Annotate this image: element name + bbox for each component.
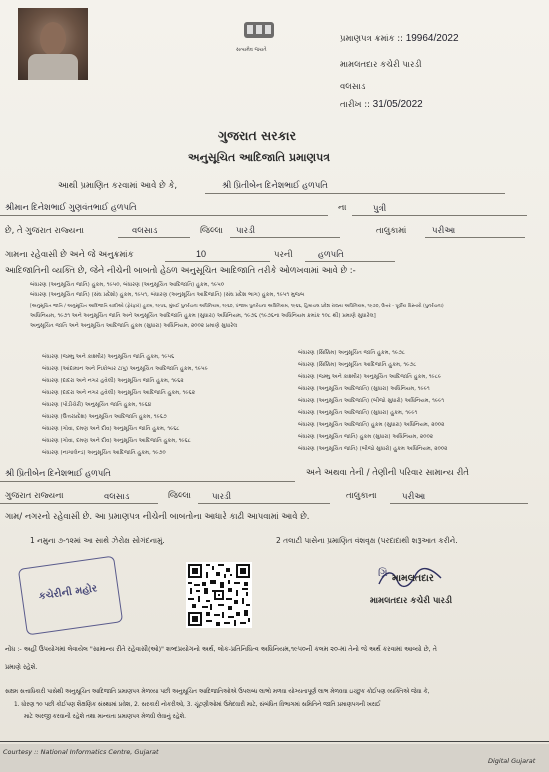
parent-name: શ્રીમાન દિનેશભાઈ ગુણવંતભાઈ હળપતિ [5,202,137,212]
district-value: વલસાડ [132,225,158,235]
order-top-4: અધિનિયમ, ૧૯૭૧ અને અનુસૂચિત જાતિ અને અનુસૂચિત આદિજાતિ હુકમ (સુધારા) અધિનિયમ, ૧૯૭૬ (૧૯૭૬ના અધિનિયમ ક્રમાંક ૧૦૮ થી) પ્રમાણે સુધારેલ] [30,313,376,319]
basis-item-1: 1 નમુના ૭-૧૨માં આ સાથે ઝેરોક્ષ સોગંદનામું. [30,536,165,545]
order-left-4: બંધારણ (દાદરા અને નગર હવેલી) અનુસૂચિત આદિજાતિ હુકમ, ૧૯૬૨ [42,390,195,396]
serial-suffix: પરની [274,250,293,260]
order-right-2: બંધારણ (સિક્કિમ) અનુસૂચિત આદિજાતિ હુકમ, ૧૯૭૮ [298,362,417,368]
order-top-5: અનુસૂચિત જાતિ અને અનુસૂચિત આદિજાતિ હુકમ (સુધારા) અધિનિયમ, ૨૦૦૨ પ્રમાણે સુધારેલ [30,323,238,329]
note-3: 1. ધોરણ ૧૦ પછી કોઈપણ શૈક્ષણિક સંસ્થામાં પ્રવેશ, 2. સરકારી નોકરીઓ, 3. ચૂંટણીઓમાં ઉમેદવારી માટે, સંબંધિત વિભાગમાં સમિતિને જાતિ પ્રમાણપત્રની ખરાઈ [14,702,381,708]
order-left-9: બંધારણ (નાગાલેન્ડ) અનુસૂચિત આદિજાતિ હુકમ, ૧૯૭૦ [42,450,166,456]
district-value-2: વલસાડ [104,491,130,501]
office-name: મામલતદાર કચેરી પારડી [340,60,422,70]
order-top-1: બંધારણ (અનુસૂચિત જાતિ) હુકમ, ૧૯૫૦, બંધારણ (અનુસૂચિત આદિજાતિ) હુકમ, ૧૯૫૦ [30,282,225,288]
relation-underline [352,215,527,216]
date-label: તારીખ :: [340,100,370,110]
taluka-value-2: પારડી [212,491,232,501]
state-prefix: છે, તે ગુજરાત રાજ્યના [5,226,84,236]
order-right-3: બંધારણ (જમ્મુ અને કાશ્મીર) અનુસૂચિત આદિજાતિ હુકમ, ૧૯૮૯ [298,374,442,380]
cert-no-value: 19964/2022 [405,33,459,44]
district-underline [118,237,190,238]
order-left-1: બંધારણ (જમ્મુ અને કાશ્મીર) અનુસૂચિત જાતિ હુકમ, ૧૯૫૬ [42,354,175,360]
order-left-5: બંધારણ (પોંડીચેરી) અનુસૂચિત જાતિ હુકમ, ૧૯૬૪ [42,402,152,408]
applicant-name-2: શ્રી પ્રિતીબેન દિનેશભાઈ હળપતિ [5,468,111,478]
village-2-underline [390,503,528,504]
qr-code-icon [186,562,252,628]
serial-underline [165,261,270,262]
village-value: પરીઆ [432,225,456,235]
serial-no: 10 [196,249,207,259]
relation-value: પુત્રી [373,203,387,213]
order-right-5: બંધારણ (અનુસૂચિત આદિજાતિ) (બીજો સુધારો) અધિનિયમ, ૧૯૯૧ [298,398,445,404]
footer-digital-gujarat: Digital Gujarat [488,757,536,765]
cert-no-label: પ્રમાણપત્ર ક્રમાંક :: [340,34,403,44]
taluka-suffix: તાલુકામાં [376,226,407,236]
photo-shirt [28,54,78,80]
order-right-7: બંધારણ (અનુસૂચિત આદિજાતિ) હુકમ (સુધારા) અધિનિયમ, ૨૦૦૨ [298,422,445,428]
applicant-name-underline [205,193,505,194]
order-left-3: બંધારણ (દાદરા અને નગર હવેલી) અનુસૂચિત જાતિ હુકમ, ૧૯૬૨ [42,378,184,384]
tribe-statement: આદિજાતિની વ્યક્તિ છે, જેને નીચેની બાબતો હેઠળ અનુસૂચિત આદિજાતિ તરીકે ઓળખવામાં આવે છે :- [5,266,356,276]
qr-code [186,562,252,628]
applicant-name-2-underline [0,481,295,482]
date-value: 31/05/2022 [372,99,423,110]
district-suffix-2: જિલ્લા [168,491,191,501]
taluka-value: પારડી [236,225,256,235]
photo-face [40,22,66,56]
signatory-office: મામલતદાર કચેરી પારડી [370,596,453,606]
order-right-1: બંધારણ (સિક્કિમ) અનુસૂચિત જાતિ હુકમ, ૧૯૭૮ [298,350,405,356]
order-left-2: બંધારણ (આંદામાન અને નિકોબાર ટાપુ) અનુસૂચિત આદિજાતિ હુકમ, ૧૯૫૯ [42,366,208,372]
relation-prefix: ના [338,203,347,213]
order-left-8: બંધારણ (ગોવા, દમણ અને દીવ) અનુસૂચિત આદિજાતિ હુકમ, ૧૯૬૮ [42,438,191,444]
office-stamp [18,556,123,636]
note-1: નોંધ :- અહીં ઉપયોગમાં લેવાયેલ "સામાન્ય રીતે રહેવાસી(ઓ)" શબ્દપ્રયોગનો અર્થ, લોક-પ્રતિનિધિત્વ અધિનિયમ,૧૯૫૦ની કલમ ૨૦-માં તેનો જે અર્થ કરવામાં આવ્યો છે, તે [5,645,437,653]
residence-prefix: ગામના રહેવાસી છે અને જે અનુક્રમાંક [5,250,134,260]
signatory-title: મામલતદાર [392,573,434,584]
district-name: વલસાડ [340,82,366,92]
emblem-caption: સત્યમેવ જયતે [236,47,267,53]
basis-item-2: 2 તલાટી પાસેના પ્રમાણિત વંશવૃક્ષ (પરદાદાથી શરૂઆત કરીને. [276,536,458,545]
order-left-6: બંધારણ (ઉત્તરપ્રદેશ) અનુસૂચિત આદિજાતિ હુકમ, ૧૯૬૭ [42,414,167,420]
order-right-8: બંધારણ (અનુસૂચિત જાતિ) હુકમ (સુધારા) અધિનિયમ, ૨૦૦૨ [298,434,433,440]
village-underline [425,237,525,238]
footer-divider [0,741,549,742]
order-top-2: બંધારણ (અનુસૂચિત જાતિ) (સંઘ પ્રદેશો) હુકમ, ૧૯૫૧, બંધારણ (અનુસૂચિત આદિજાતિ) (સંઘ પ્રદેશ ભાગ) હુકમ, ૧૯૫૧ મુજબ [30,292,305,298]
note-1-end: પ્રમાણે રહેશે. [5,663,38,671]
tribe-value: હળપતિ [318,249,344,259]
applicant-name: શ્રી પ્રિતીબેન દિનેશભાઈ હળપતિ [222,180,328,190]
village-value-2: પરીઆ [402,491,426,501]
family-text: અને અથવા તેની / તેણીની પરિવાર સામાન્ય રીતે [306,468,469,478]
district-suffix: જિલ્લા [200,226,223,236]
government-title: ગુજરાત સરકાર [218,128,297,143]
note-2: સક્ષમ સત્તાધિકારી પાસેથી અનુસૂચિત આદિજાતિ પ્રમાણપત્ર મેળવ્યા પછી અનુસૂચિત આદિજાતિઓએ ઉપલબ્ધ લાભો મળવા યોગ્યતાપૂર્ણ લાભ મેળવવા ઇચ્છુક કોઈપણ વ્યક્તિએ જેવા કે, [5,689,430,695]
footer-courtesy: Courtesy :: National Informatics Centre, Gujarat [3,748,159,756]
order-top-3: [અનુસૂચિત જાતિ / અનુસૂચિત આદિજાતિ યાદીઓ (ફેરફાર) હુકમ, ૧૯૫૬, મુંબઈ પુનર્રચના અધિનિયમ, ૧૯૬૦, પંજાબ પુનર્રચના અધિનિયમ, ૧૯૬૬, હિમાચલ પ્રદેશ રાજ્ય અધિનિયમ, ૧૯૭૦, ઉત્તર - પૂર્વીય વિસ્તારો (પુનર્રચના) [30,304,444,309]
order-right-4: બંધારણ (અનુસૂચિત આદિજાતિ) (સુધારા) અધિનિયમ, ૧૯૯૧ [298,386,430,392]
applicant-photo [18,8,88,80]
order-right-9: બંધારણ (અનુસૂચિત જાતિ) (બીજો સુધારો) હુકમ અધિનિયમ, ૨૦૦૨ [298,446,448,452]
certify-prefix: આથી પ્રમાણિત કરવામાં આવે છે કે, [58,181,178,191]
taluka-suffix-2: તાલુકાના [346,491,377,501]
tribe-underline [305,261,395,262]
certificate-title: અનુસૂચિત આદિજાતિ પ્રમાણપત્ર [188,151,331,164]
date-row [340,99,423,110]
stamp-text: કચેરીની મહોર [38,583,98,603]
note-4: માટે અરજી કરવાની રહેશે તથા માન્યતા પ્રમાણપત્ર મેળવી લેવાનું રહેશે. [24,714,186,720]
taluka-2-underline [198,503,330,504]
state-2-underline [0,503,158,504]
national-emblem-icon [243,20,275,46]
signature-handwriting: ગ્રિ [378,568,388,579]
parent-name-underline [0,215,328,216]
order-left-7: બંધારણ (ગોવા, દમણ અને દીવ) અનુસૂચિત જાતિ હુકમ, ૧૯૬૮ [42,426,180,432]
cert-no-row [340,33,459,44]
taluka-underline [230,237,340,238]
closing-line: ગામ/ નગરનો રહેવાસી છે. આ પ્રમાણપત્ર નીચેની બાબતોના આધારે કાઢી આપવામાં આવે છે. [5,512,310,522]
order-right-6: બંધારણ (અનુસૂચિત આદિજાતિ) (સુધારા) હુકમ, ૧૯૯૧ [298,410,418,416]
state-prefix-2: ગુજરાત રાજ્યના [5,491,64,501]
